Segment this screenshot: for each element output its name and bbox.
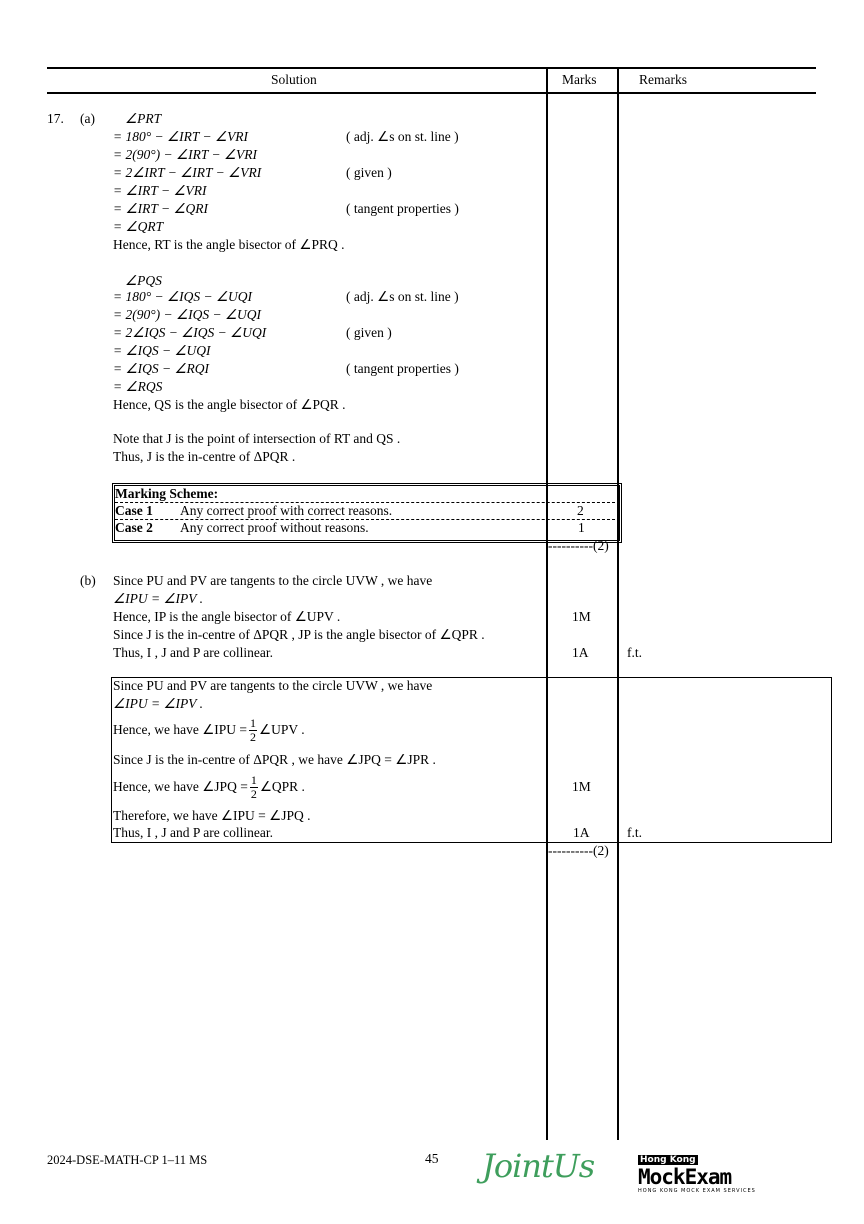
mark: 1A xyxy=(572,645,589,660)
solution-line: Since PU and PV are tangents to the circle UVW , we have xyxy=(113,573,433,588)
solution-line: = ∠IRT − ∠QRI xyxy=(113,201,209,216)
alt-line: Thus, I , J and P are collinear. xyxy=(113,825,273,840)
jointus-logo: JointUs xyxy=(482,1147,595,1185)
alt-text: ∠QPR . xyxy=(259,779,305,794)
logo-text: HONG KONG MOCK EXAM SERVICES xyxy=(638,1188,756,1194)
solution-line: = ∠IQS − ∠RQI xyxy=(113,361,210,376)
header-marks: Marks xyxy=(562,72,597,87)
logo-text: Hong Kong xyxy=(640,1155,696,1165)
reason: ( given ) xyxy=(346,325,392,340)
solution-line: ∠PRT xyxy=(125,111,162,126)
subtotal-a: ----------(2) xyxy=(548,538,609,553)
reason: ( given ) xyxy=(346,165,392,180)
alt-remark: f.t. xyxy=(627,825,642,840)
alt-mark: 1M xyxy=(572,779,591,794)
solution-line: Thus, I , J and P are collinear. xyxy=(113,645,273,660)
solution-line: ∠PQS xyxy=(125,273,162,288)
solution-line: Hence, RT is the angle bisector of ∠PRQ . xyxy=(113,237,345,252)
logo-text: MockExam xyxy=(638,1165,732,1189)
solution-line: = ∠IRT − ∠VRI xyxy=(113,183,207,198)
page-number: 45 xyxy=(425,1151,439,1166)
remarks-column-line xyxy=(617,67,619,1140)
part-a-label: (a) xyxy=(80,111,95,126)
top-rule xyxy=(47,67,816,69)
reason: ( adj. ∠s on st. line ) xyxy=(346,289,459,304)
numerator: 1 xyxy=(250,716,257,731)
solution-line: = 2∠IRT − ∠IRT − ∠VRI xyxy=(113,165,262,180)
solution-line: Hence, QS is the angle bisector of ∠PQR . xyxy=(113,397,346,412)
marks-column-line xyxy=(546,67,548,1140)
part-b-label: (b) xyxy=(80,573,96,588)
solution-line: = 2∠IQS − ∠IQS − ∠UQI xyxy=(113,325,267,340)
alt-text: Hence, we have ∠JPQ = xyxy=(113,779,248,794)
mockexam-logo xyxy=(638,1150,756,1194)
reason: ( tangent properties ) xyxy=(346,201,459,216)
header-solution: Solution xyxy=(271,72,317,87)
fraction-half xyxy=(249,717,257,744)
solution-line: = 2(90°) − ∠IRT − ∠VRI xyxy=(113,147,258,162)
footer-code: 2024-DSE-MATH-CP 1–11 MS xyxy=(47,1153,208,1167)
alt-line: Since J is the in-centre of ΔPQR , we have ∠JPQ = ∠JPR . xyxy=(113,752,436,767)
solution-line: Hence, IP is the angle bisector of ∠UPV . xyxy=(113,609,341,624)
remark: f.t. xyxy=(627,645,642,660)
solution-line: Since J is the in-centre of ΔPQR , JP is the angle bisector of ∠QPR . xyxy=(113,627,485,642)
question-number: 17. xyxy=(47,111,64,126)
numerator: 1 xyxy=(250,773,257,788)
case-mark: 2 xyxy=(577,503,584,518)
case-description: Any correct proof without reasons. xyxy=(180,520,369,535)
subtotal-b: ----------(2) xyxy=(548,843,609,858)
solution-line: = 2(90°) − ∠IQS − ∠UQI xyxy=(113,307,262,322)
solution-line: Note that J is the point of intersection of RT and QS . xyxy=(113,431,401,446)
alt-text: Hence, we have ∠IPU = xyxy=(113,722,248,737)
solution-line: = 180° − ∠IRT − ∠VRI xyxy=(113,129,249,144)
solution-line: = ∠IQS − ∠UQI xyxy=(113,343,211,358)
alt-line xyxy=(113,715,305,745)
case-label: Case 1 xyxy=(115,503,153,518)
case-mark: 1 xyxy=(578,520,585,535)
fraction-half xyxy=(250,774,258,801)
alt-mark: 1A xyxy=(573,825,590,840)
marking-scheme-title: Marking Scheme: xyxy=(115,486,219,501)
alt-line xyxy=(113,772,305,802)
reason: ( tangent properties ) xyxy=(346,361,459,376)
header-remarks: Remarks xyxy=(639,72,687,87)
reason: ( adj. ∠s on st. line ) xyxy=(346,129,459,144)
solution-line: = 180° − ∠IQS − ∠UQI xyxy=(113,289,253,304)
denominator: 2 xyxy=(250,787,257,802)
alt-line: Therefore, we have ∠IPU = ∠JPQ . xyxy=(113,808,311,823)
alt-line: ∠IPU = ∠IPV . xyxy=(113,696,204,711)
alt-text: ∠UPV . xyxy=(259,722,305,737)
case-label: Case 2 xyxy=(115,520,153,535)
mark: 1M xyxy=(572,609,591,624)
solution-line: = ∠RQS xyxy=(113,379,163,394)
header-rule xyxy=(47,92,816,94)
solution-line: = ∠QRT xyxy=(113,219,164,234)
solution-line: Thus, J is the in-centre of ΔPQR . xyxy=(113,449,296,464)
solution-line: ∠IPU = ∠IPV . xyxy=(113,591,204,606)
alt-line: Since PU and PV are tangents to the circle UVW , we have xyxy=(113,678,433,693)
case-description: Any correct proof with correct reasons. xyxy=(180,503,393,518)
denominator: 2 xyxy=(250,730,257,745)
